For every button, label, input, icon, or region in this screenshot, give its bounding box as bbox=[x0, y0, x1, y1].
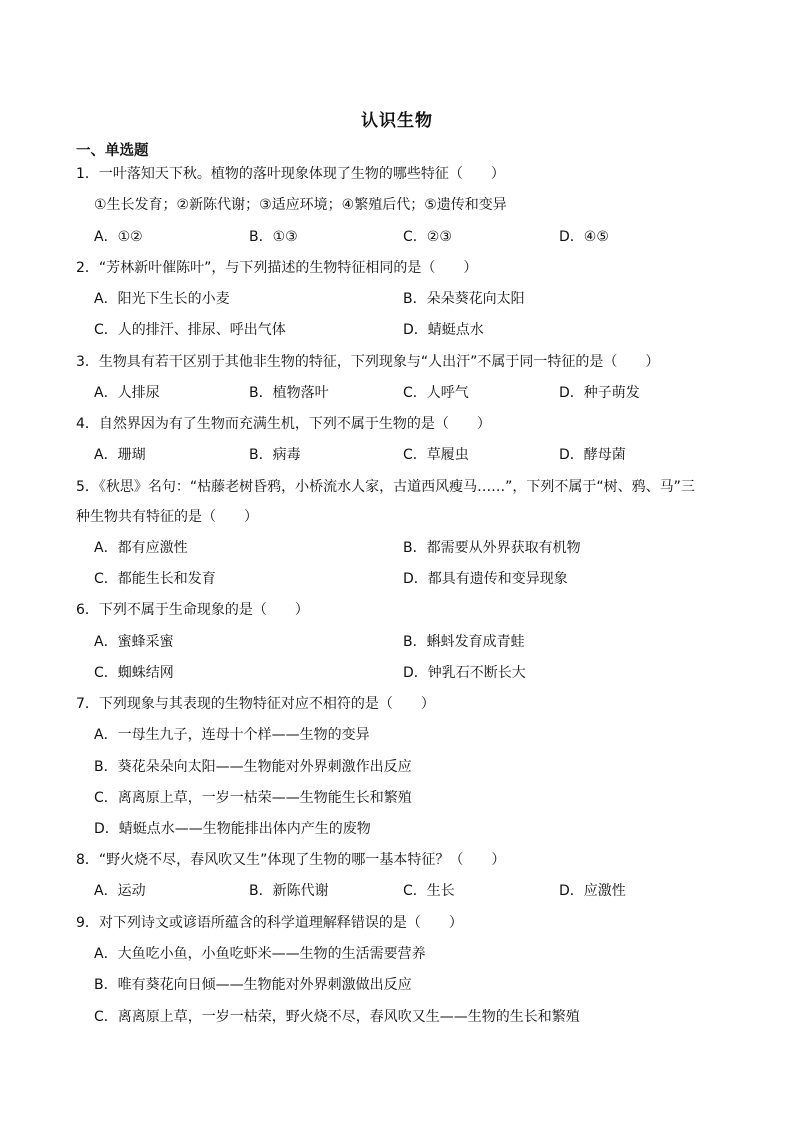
question-6-option-d: D．钟乳石不断长大 bbox=[403, 665, 526, 681]
question-7-option-c: C．离离原上草，一岁一枯荣——生物能生长和繁殖 bbox=[94, 790, 412, 806]
question-6-option-b: B．蝌蚪发育成青蛙 bbox=[403, 634, 525, 650]
question-6-stem: 6．下列不属于生命现象的是（ ） bbox=[76, 602, 309, 618]
question-5-stem-continued: 种生物共有特征的是（ ） bbox=[76, 509, 258, 525]
question-4-option-a: A．珊瑚 bbox=[94, 447, 146, 463]
question-2-stem: 2．“芳林新叶催陈叶”，与下列描述的生物特征相同的是（ ） bbox=[76, 260, 478, 276]
question-2-option-d: D．蜻蜓点水 bbox=[403, 322, 484, 338]
question-2-option-a: A．阳光下生长的小麦 bbox=[94, 291, 230, 307]
question-7-option-b: B．葵花朵朵向太阳——生物能对外界刺激作出反应 bbox=[94, 759, 412, 775]
question-5-option-d: D．都具有遗传和变异现象 bbox=[403, 571, 568, 587]
section-heading: 一、单选题 bbox=[76, 143, 149, 159]
question-5-stem: 5．《秋思》名句：“枯藤老树昏鸦，小桥流水人家，古道西风瘦马……”，下列不属于“树、鸦、马”三 bbox=[76, 479, 695, 495]
question-5-option-b: B．都需要从外界获取有机物 bbox=[403, 540, 581, 556]
question-5-option-a: A．都有应激性 bbox=[94, 540, 188, 556]
question-8-option-b: B．新陈代谢 bbox=[249, 883, 329, 899]
page-title: 认识生物 bbox=[361, 111, 433, 131]
question-8-option-d: D．应激性 bbox=[559, 883, 626, 899]
question-8-option-c: C．生长 bbox=[403, 883, 455, 899]
question-4-option-c: C．草履虫 bbox=[403, 447, 469, 463]
question-6-option-a: A．蜜蜂采蜜 bbox=[94, 634, 174, 650]
question-2-option-b: B．朵朵葵花向太阳 bbox=[403, 291, 525, 307]
question-9-option-c: C．离离原上草，一岁一枯荣，野火烧不尽，春风吹又生——生物的生长和繁殖 bbox=[94, 1009, 580, 1025]
question-3-option-c: C．人呼气 bbox=[403, 385, 469, 401]
question-4-option-d: D．酵母菌 bbox=[559, 447, 626, 463]
question-3-stem: 3．生物具有若干区别于其他非生物的特征，下列现象与“人出汗”不属于同一特征的是（ ） bbox=[76, 354, 660, 370]
question-3-option-a: A．人排尿 bbox=[94, 385, 160, 401]
question-4-option-b: B．病毒 bbox=[249, 447, 301, 463]
question-9-stem: 9．对下列诗文或谚语所蕴含的科学道理解释错误的是（ ） bbox=[76, 915, 463, 931]
question-1-option-c: C．②③ bbox=[403, 229, 452, 245]
question-1-stem: 1．一叶落知天下秋。植物的落叶现象体现了生物的哪些特征（ ） bbox=[76, 166, 505, 182]
question-3-option-d: D．种子萌发 bbox=[559, 385, 640, 401]
question-2-option-c: C．人的排汗、排尿、呼出气体 bbox=[94, 322, 286, 338]
question-7-option-d: D．蜻蜓点水——生物能排出体内产生的废物 bbox=[94, 821, 371, 837]
question-1-option-d: D．④⑤ bbox=[559, 229, 609, 245]
question-1-items: ①生长发育；②新陈代谢；③适应环境；④繁殖后代；⑤遗传和变异 bbox=[94, 197, 507, 213]
question-7-option-a: A．一母生九子，连母十个样——生物的变异 bbox=[94, 727, 370, 743]
question-9-option-a: A．大鱼吃小鱼，小鱼吃虾米——生物的生活需要营养 bbox=[94, 946, 426, 962]
question-1-option-b: B．①③ bbox=[249, 229, 298, 245]
question-5-option-c: C．都能生长和发育 bbox=[94, 571, 216, 587]
question-4-stem: 4．自然界因为有了生物而充满生机，下列不属于生物的是（ ） bbox=[76, 416, 491, 432]
question-1-option-a: A．①② bbox=[94, 229, 143, 245]
question-7-stem: 7．下列现象与其表现的生物特征对应不相符的是（ ） bbox=[76, 696, 435, 712]
question-8-stem: 8．“野火烧不尽，春风吹又生”体现了生物的哪一基本特征？（ ） bbox=[76, 852, 506, 868]
question-9-option-b: B．唯有葵花向日倾——生物能对外界刺激做出反应 bbox=[94, 977, 412, 993]
question-6-option-c: C．蜘蛛结网 bbox=[94, 665, 174, 681]
question-8-option-a: A．运动 bbox=[94, 883, 146, 899]
question-3-option-b: B．植物落叶 bbox=[249, 385, 329, 401]
